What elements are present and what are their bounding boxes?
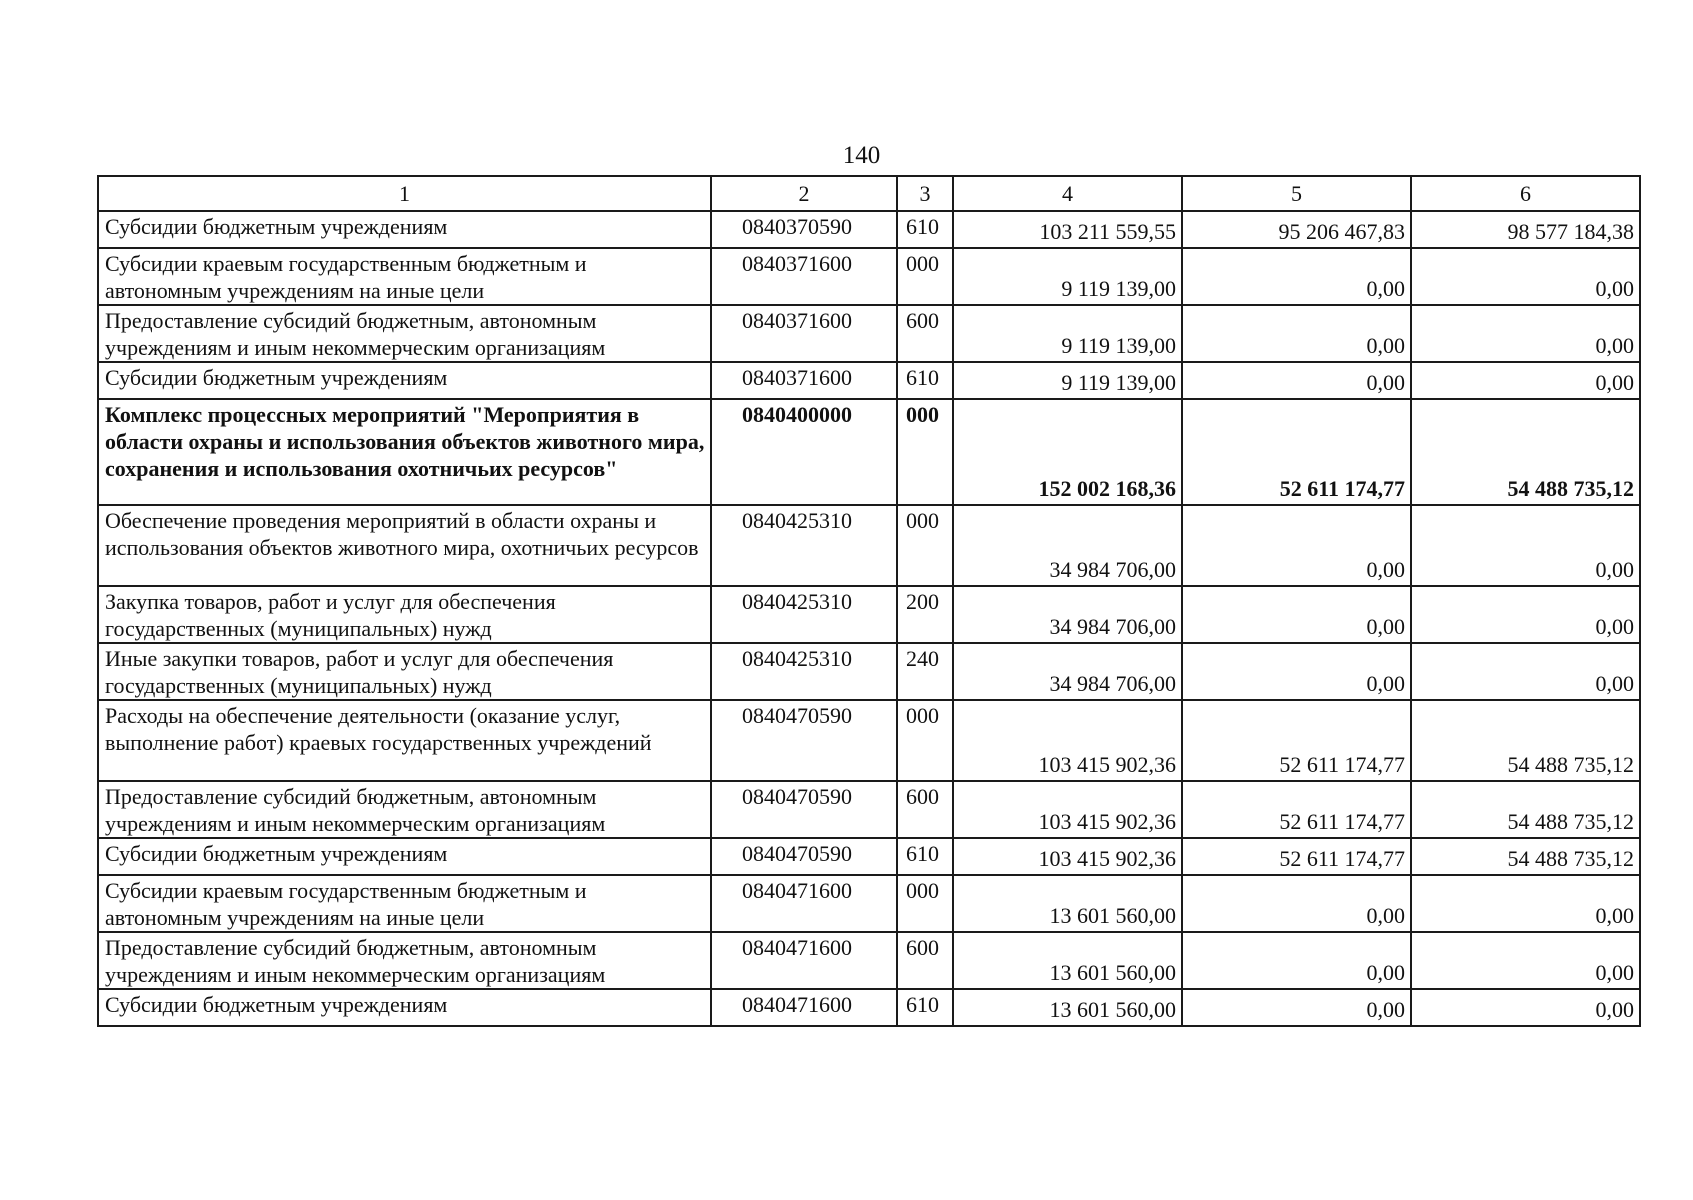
row-code-cell: 0840470590 (711, 781, 897, 838)
row-name-cell: Субсидии бюджетным учреждениям (98, 211, 711, 248)
row-value-3-cell: 0,00 (1411, 505, 1640, 586)
row-code-cell: 0840400000 (711, 399, 897, 505)
row-value-3-cell: 0,00 (1411, 932, 1640, 989)
row-value-1-cell: 103 211 559,55 (953, 211, 1182, 248)
row-value-1-cell: 34 984 706,00 (953, 643, 1182, 700)
table-row (98, 248, 1640, 305)
row-kvr-cell: 610 (897, 989, 953, 1026)
row-kvr-cell: 200 (897, 586, 953, 643)
budget-table (97, 175, 1641, 1027)
row-kvr-cell: 600 (897, 781, 953, 838)
row-value-3-cell: 54 488 735,12 (1411, 781, 1640, 838)
row-value-3-cell: 0,00 (1411, 643, 1640, 700)
table-row (98, 700, 1640, 781)
row-code-cell: 0840471600 (711, 989, 897, 1026)
row-code-cell: 0840425310 (711, 586, 897, 643)
table-row (98, 875, 1640, 932)
row-kvr-cell: 240 (897, 643, 953, 700)
header-cell-2: 2 (711, 176, 897, 211)
row-kvr-cell: 600 (897, 305, 953, 362)
row-value-2-cell: 95 206 467,83 (1182, 211, 1411, 248)
table-row (98, 932, 1640, 989)
header-cell-4: 4 (953, 176, 1182, 211)
row-kvr-cell: 000 (897, 700, 953, 781)
row-value-1-cell: 9 119 139,00 (953, 248, 1182, 305)
row-kvr-cell: 600 (897, 932, 953, 989)
row-code-cell: 0840371600 (711, 305, 897, 362)
row-value-2-cell: 52 611 174,77 (1182, 399, 1411, 505)
row-value-3-cell: 0,00 (1411, 305, 1640, 362)
row-value-2-cell: 0,00 (1182, 875, 1411, 932)
row-code-cell: 0840425310 (711, 643, 897, 700)
row-value-1-cell: 103 415 902,36 (953, 700, 1182, 781)
row-value-2-cell: 0,00 (1182, 305, 1411, 362)
row-value-2-cell: 0,00 (1182, 248, 1411, 305)
row-kvr-cell: 610 (897, 211, 953, 248)
row-value-1-cell: 34 984 706,00 (953, 586, 1182, 643)
row-name-cell: Комплекс процессных мероприятий "Мероприятия в области охраны и использования объектов животного мира, сохранения и использования охотничьих ресурсов" (98, 399, 711, 505)
row-value-3-cell: 0,00 (1411, 248, 1640, 305)
row-value-1-cell: 13 601 560,00 (953, 875, 1182, 932)
row-kvr-cell: 000 (897, 505, 953, 586)
row-name-cell: Субсидии бюджетным учреждениям (98, 989, 711, 1026)
table-row (98, 838, 1640, 875)
table-row (98, 643, 1640, 700)
table-row (98, 505, 1640, 586)
header-cell-1: 1 (98, 176, 711, 211)
row-name-cell: Субсидии бюджетным учреждениям (98, 838, 711, 875)
row-value-3-cell: 0,00 (1411, 586, 1640, 643)
table-row (98, 305, 1640, 362)
row-value-2-cell: 0,00 (1182, 989, 1411, 1026)
row-value-3-cell: 98 577 184,38 (1411, 211, 1640, 248)
row-name-cell: Предоставление субсидий бюджетным, автономным учреждениям и иным некоммерческим организациям (98, 932, 711, 989)
row-value-2-cell: 0,00 (1182, 932, 1411, 989)
row-value-1-cell: 9 119 139,00 (953, 362, 1182, 399)
table-row (98, 399, 1640, 505)
row-code-cell: 0840471600 (711, 932, 897, 989)
row-value-1-cell: 13 601 560,00 (953, 932, 1182, 989)
row-name-cell: Субсидии краевым государственным бюджетным и автономным учреждениям на иные цели (98, 875, 711, 932)
table-row (98, 586, 1640, 643)
row-value-3-cell: 54 488 735,12 (1411, 399, 1640, 505)
header-cell-5: 5 (1182, 176, 1411, 211)
row-code-cell: 0840371600 (711, 362, 897, 399)
row-value-3-cell: 54 488 735,12 (1411, 700, 1640, 781)
row-kvr-cell: 000 (897, 875, 953, 932)
row-value-1-cell: 9 119 139,00 (953, 305, 1182, 362)
row-kvr-cell: 610 (897, 838, 953, 875)
row-name-cell: Закупка товаров, работ и услуг для обеспечения государственных (муниципальных) нужд (98, 586, 711, 643)
row-name-cell: Субсидии краевым государственным бюджетным и автономным учреждениям на иные цели (98, 248, 711, 305)
header-cell-6: 6 (1411, 176, 1640, 211)
row-value-1-cell: 13 601 560,00 (953, 989, 1182, 1026)
row-value-3-cell: 0,00 (1411, 875, 1640, 932)
table-row (98, 781, 1640, 838)
row-value-1-cell: 103 415 902,36 (953, 781, 1182, 838)
row-value-2-cell: 52 611 174,77 (1182, 838, 1411, 875)
table-row (98, 989, 1640, 1026)
row-name-cell: Обеспечение проведения мероприятий в области охраны и использования объектов животного мира, охотничьих ресурсов (98, 505, 711, 586)
row-kvr-cell: 000 (897, 399, 953, 505)
row-value-3-cell: 0,00 (1411, 362, 1640, 399)
row-kvr-cell: 610 (897, 362, 953, 399)
row-name-cell: Субсидии бюджетным учреждениям (98, 362, 711, 399)
table-row (98, 362, 1640, 399)
row-value-3-cell: 54 488 735,12 (1411, 838, 1640, 875)
row-code-cell: 0840471600 (711, 875, 897, 932)
header-cell-3: 3 (897, 176, 953, 211)
row-value-2-cell: 0,00 (1182, 643, 1411, 700)
row-name-cell: Предоставление субсидий бюджетным, автономным учреждениям и иным некоммерческим организациям (98, 305, 711, 362)
row-code-cell: 0840470590 (711, 838, 897, 875)
row-code-cell: 0840425310 (711, 505, 897, 586)
row-name-cell: Расходы на обеспечение деятельности (оказание услуг, выполнение работ) краевых государственных учреждений (98, 700, 711, 781)
row-name-cell: Предоставление субсидий бюджетным, автономным учреждениям и иным некоммерческим организациям (98, 781, 711, 838)
row-value-1-cell: 34 984 706,00 (953, 505, 1182, 586)
row-value-1-cell: 152 002 168,36 (953, 399, 1182, 505)
row-value-3-cell: 0,00 (1411, 989, 1640, 1026)
table-row (98, 211, 1640, 248)
row-value-1-cell: 103 415 902,36 (953, 838, 1182, 875)
row-value-2-cell: 52 611 174,77 (1182, 700, 1411, 781)
row-kvr-cell: 000 (897, 248, 953, 305)
row-value-2-cell: 0,00 (1182, 362, 1411, 399)
row-code-cell: 0840470590 (711, 700, 897, 781)
row-value-2-cell: 0,00 (1182, 505, 1411, 586)
row-name-cell: Иные закупки товаров, работ и услуг для обеспечения государственных (муниципальных) нужд (98, 643, 711, 700)
row-value-2-cell: 0,00 (1182, 586, 1411, 643)
header-row (98, 176, 1640, 211)
row-value-2-cell: 52 611 174,77 (1182, 781, 1411, 838)
row-code-cell: 0840370590 (711, 211, 897, 248)
page-number: 140 (842, 142, 881, 169)
row-code-cell: 0840371600 (711, 248, 897, 305)
